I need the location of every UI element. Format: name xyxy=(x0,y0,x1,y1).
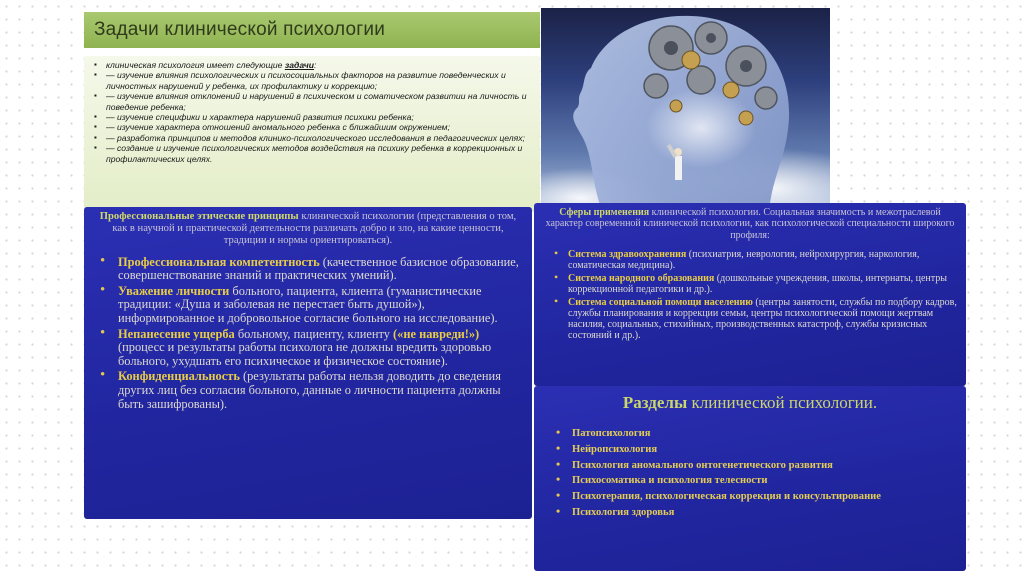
tasks-item: ▪ — изучение характера отношений аномального ребенка с ближайшим окружением; xyxy=(92,122,532,132)
sections-item: • Психосоматика и психология телесности xyxy=(548,475,952,487)
tasks-item: ▪ — изучение влияния психологических и психосоциальных факторов на развитие поведенческих и личностных нарушений у ребенка, их профилактику и коррекцию; xyxy=(92,70,532,91)
sections-panel xyxy=(534,386,966,571)
spheres-item-text: (психиатрия, неврология, нейрохирургия, наркология, соматическая медицина). xyxy=(568,249,920,272)
sections-item: • Психология здоровья xyxy=(548,507,952,519)
spheres-item xyxy=(542,249,958,271)
tasks-item: ▪ — создание и изучение психологических методов воздействия на психику ребенка в коррекционных и профилактических целях. xyxy=(92,143,532,164)
ethics-header-rest: клинической психологии (представления о том, как в научной и практической деятельности различать добро и зло, на какие ценности, традиции и нормы ориентироваться). xyxy=(112,211,517,247)
tasks-item-intro xyxy=(92,60,532,70)
ethics-item xyxy=(96,370,520,411)
tasks-item-tail: : xyxy=(314,60,317,70)
sections-item: • Патопсихология xyxy=(548,428,952,440)
ethics-item-title: («не навреди!») xyxy=(393,326,480,341)
tasks-list xyxy=(92,60,532,164)
spheres-panel xyxy=(534,203,966,386)
spheres-item xyxy=(542,273,958,295)
tasks-title: Задачи клинической психологии xyxy=(84,12,540,48)
spheres-item-text: (дошкольные учреждения, школы, интернаты, центры коррекционной педагогики и др.). xyxy=(568,273,947,296)
tasks-panel xyxy=(84,12,540,212)
tasks-item: ▪ — изучение влияния отклонений и нарушений в психическом и соматическом развитии на личность и поведение ребенка; xyxy=(92,91,532,112)
ethics-item-text: больного, пациента, клиента (гуманистические традиции: «Душа и заболевая не перестает быть душой»), информированное и добровольное согласие больного на исследование). xyxy=(118,283,498,325)
ethics-item-text: (процесс и результаты работы психолога не должны вредить здоровью больного, ухудшать его психическое и физическое состояние). xyxy=(118,340,492,368)
spheres-header xyxy=(542,207,958,241)
ethics-item-title: Конфиденциальность xyxy=(118,369,240,384)
sections-item: • Психотерапия, психологическая коррекция и консультирование xyxy=(548,491,952,503)
tasks-item: ▪ — разработка принципов и методов клинико-психологического исследования в педагогических целях; xyxy=(92,133,532,143)
ethics-item xyxy=(96,256,520,283)
spheres-header-bold: Сферы применения xyxy=(559,207,650,218)
tasks-body xyxy=(84,56,540,212)
sections-title-bold: Разделы xyxy=(622,393,688,412)
tasks-item: ▪ — изучение специфики и характера нарушений развития психики ребенка; xyxy=(92,112,532,122)
tasks-item-text: клиническая психология имеет следующие xyxy=(106,60,285,70)
sections-item: • Психология аномального онтогенетического развития xyxy=(548,460,952,472)
head-gears-illustration xyxy=(541,8,830,214)
ethics-item-text: (качественное базисное образование, совершенствование знаний и практических умений). xyxy=(118,254,519,283)
spheres-item-title: Система здравоохранения xyxy=(568,249,687,261)
spheres-item-title: Система социальной помощи населению xyxy=(568,297,753,309)
sections-list xyxy=(548,428,952,519)
sections-title-rest: клинической психологии. xyxy=(687,393,878,412)
ethics-item xyxy=(96,328,520,369)
tasks-keyword: задачи xyxy=(284,60,315,70)
ethics-header-bold: Профессиональные этические принципы xyxy=(99,211,299,222)
spheres-list xyxy=(542,249,958,341)
ethics-item-text: (результаты работы нельзя доводить до сведения других лиц без согласия больного, данные о личности пациента должны быть зашифрованы). xyxy=(118,369,501,411)
ethics-item-title: Профессиональная компетентность xyxy=(118,254,320,269)
ethics-item-text: больному, пациенту, клиенту xyxy=(234,326,394,341)
ethics-header xyxy=(96,211,520,248)
head-gears-icon xyxy=(541,8,830,214)
sections-item: • Нейропсихология xyxy=(548,444,952,456)
ethics-panel xyxy=(84,207,532,519)
sections-title xyxy=(548,394,952,412)
ethics-item-title: Уважение личности xyxy=(118,283,230,298)
spheres-item-text: (центры занятости, службы по подбору кадров, службы планирования и коррекции семьи, центры психологической помощи жертвам насилия, социальных, стихийных, производственных катастроф, службы кризисных состояний и др.). xyxy=(568,297,957,342)
spheres-item-title: Система народного образования xyxy=(568,273,715,285)
ethics-item-title: Непанесение ущерба xyxy=(118,326,235,341)
spheres-item xyxy=(542,297,958,341)
ethics-item xyxy=(96,285,520,326)
ethics-list xyxy=(96,256,520,412)
spheres-header-rest: клинической психологии. Социальная значимость и межотраслевой характер современной клинической психологии, как психологической специальности широкого профиля: xyxy=(545,207,955,241)
